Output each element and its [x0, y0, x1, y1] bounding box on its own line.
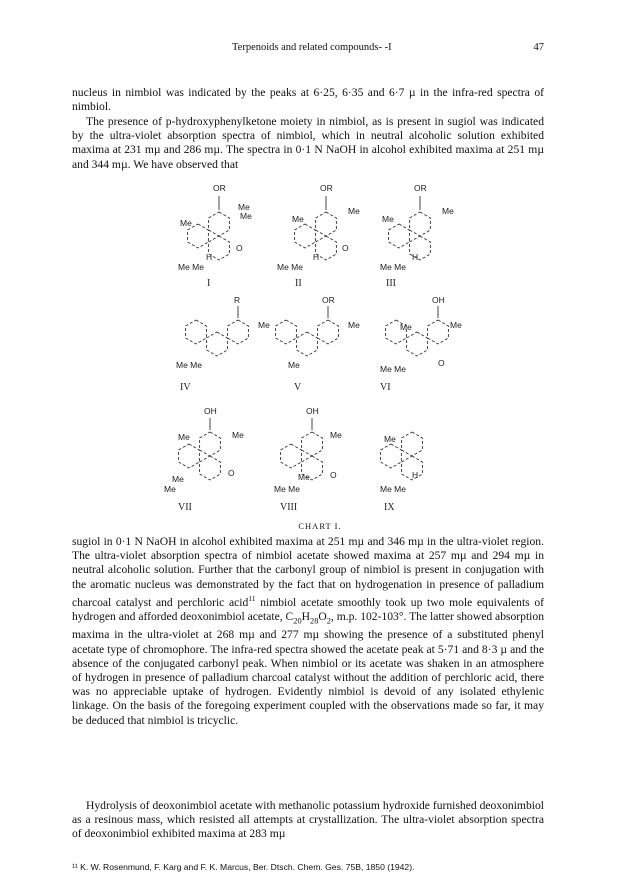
- structure-IV: [186, 306, 249, 356]
- label-s2-o: O: [342, 243, 349, 253]
- label-s1-memb: Me Me: [178, 262, 204, 272]
- paragraph-2: The presence of p-hydroxyphenylketone moiety in nimbiol, as is present in sugiol was indicated by the ultra-violet absorption spectra of nimbiol, which in neutral alcoholic solution exhibited maxima at 231 mµ and 286 mµ. The spectra in 0·1 N NaOH in alcohol exhibited maxima at 251 mµ and 344 mµ. We have observed that: [72, 115, 544, 171]
- label-s3-h: H: [412, 252, 419, 262]
- roman-IV: IV: [180, 382, 191, 393]
- label-s6-memb: Me Me: [380, 364, 406, 374]
- structure-VI: [386, 306, 449, 356]
- label-s1-o: O: [236, 243, 243, 253]
- label-s9-memb: Me Me: [380, 484, 406, 494]
- roman-IX: IX: [384, 502, 395, 513]
- label-s5-me: Me: [348, 320, 360, 330]
- label-s2-h: H: [313, 252, 320, 262]
- label-s4-me: Me: [258, 320, 270, 330]
- label-s8-me: Me: [330, 430, 342, 440]
- label-s6-top: OH: [432, 295, 445, 305]
- label-s7-top: OH: [204, 406, 217, 416]
- label-s2-me-left: Me: [292, 214, 304, 224]
- label-s7-o: O: [228, 468, 235, 478]
- label-s2-top: OR: [320, 183, 333, 193]
- label-s6-me: Me: [450, 320, 462, 330]
- paragraph-3-part-a: sugiol in 0·1 N NaOH in alcohol exhibited maxima at 251 mµ and 346 mµ in the ultra-violet region. The ultra-violet absorption spectra of nimbiol acetate showed maxima at 257 mµ and 294 mµ in neutral alcoholic solution. Further that the carbonyl group of nimbiol is present in conjugation with the aromatic nucleus was demonstrated by the fact that on hydrogenation in presence of palladium charcoal catalyst and perchloric acid: [72, 535, 544, 609]
- page-number: 47: [533, 42, 544, 53]
- roman-III: III: [386, 278, 396, 289]
- label-s8-top: OH: [306, 406, 319, 416]
- formula-o-count: 2: [326, 616, 331, 626]
- chart-caption: CHART I.: [298, 521, 342, 531]
- label-s3-memb: Me Me: [380, 262, 406, 272]
- paragraph-4: Hydrolysis of deoxonimbiol acetate with methanolic potassium hydroxide furnished deoxonimbiol as a resinous mass, which resisted all attempts at crystallization. The ultra-violet absorption spectra of deoxonimbiol exhibited maxima at 283 mµ: [72, 799, 544, 841]
- label-s1-h: H: [206, 252, 213, 262]
- reference-mark: 11: [248, 593, 256, 603]
- structure-II: [295, 196, 337, 260]
- running-header: [72, 42, 544, 58]
- formula-c-count: 20: [293, 616, 302, 626]
- label-s7-me4: Me: [164, 484, 176, 494]
- structure-VII: [179, 418, 221, 480]
- running-title: Terpenoids and related compounds- -I: [232, 42, 392, 53]
- structure-V: [276, 306, 339, 356]
- structure-VIII: [281, 418, 323, 480]
- label-s7-me2: Me: [232, 430, 244, 440]
- formula-o-label: O: [318, 609, 327, 623]
- formula-h-count: 28: [310, 616, 319, 626]
- label-s2-memb: Me Me: [277, 262, 303, 272]
- label-s1-me1: Me: [238, 202, 250, 212]
- roman-VI: VI: [380, 382, 391, 393]
- paragraph-3-part-c: , m.p. 102-103°. The latter showed absorption maxima in the ultra-violet at 268 mµ and 277 mµ showing the presence of a substituted phenyl acetate type of chromophore. The infra-red spectra showed the acetate peak at 5·71 and 8·3 µ and the absence of the conjugated carbonyl peak. When nimbiol or its acetate was shaken in an atmosphere of hydrogen in presence of palladium charcoal catalyst without the addition of perchloric acid, there was no appreciable uptake of hydrogen. Evidently nimbiol is devoid of any isolated ethylenic linkage. On the basis of the foregoing experiment coupled with the observations made so far, it may be deduced that nimbiol is tricyclic.: [72, 609, 544, 727]
- structure-I: [188, 196, 230, 260]
- label-s8-me2: Me: [298, 472, 310, 482]
- roman-VIII: VIII: [280, 502, 298, 513]
- paragraph-3: [72, 535, 544, 728]
- label-s7-me3: Me: [172, 474, 184, 484]
- label-s8-memb: Me Me: [274, 484, 300, 494]
- label-s1-top: OR: [213, 183, 226, 193]
- label-s8-o: O: [330, 470, 337, 480]
- roman-I: I: [207, 278, 211, 289]
- structures-drawing: [150, 180, 490, 522]
- paragraph-3-part-b: nimbiol acetate smoothly took up two mole equivalents of hydrogen and afforded deoxonimbiol acetate, C: [72, 595, 544, 623]
- label-s6-o: O: [438, 358, 445, 368]
- label-s7-me1: Me: [178, 432, 190, 442]
- chemical-structures-chart: [150, 180, 490, 522]
- label-s5-top: OR: [322, 295, 335, 305]
- label-s4-top: R: [234, 295, 241, 305]
- label-s9-me: Me: [384, 434, 396, 444]
- paragraph-1: nucleus in nimbiol was indicated by the peaks at 6·25, 6·35 and 6·7 µ in the infra-red spectra of nimbiol.: [72, 86, 544, 114]
- label-s1-me2: Me: [240, 211, 252, 221]
- label-s9-h: H: [412, 470, 419, 480]
- roman-V: V: [294, 382, 302, 393]
- label-s1-me-left: Me: [180, 218, 192, 228]
- label-s3-me1: Me: [442, 206, 454, 216]
- label-s5-mebot: Me: [288, 360, 300, 370]
- formula-h-label: H: [301, 609, 311, 623]
- footnote: ¹¹ K. W. Rosenmund, F. Karg and F. K. Marcus, Ber. Dtsch. Chem. Ges. 75B, 1850 (1942).: [72, 862, 415, 872]
- label-s3-me-left: Me: [382, 214, 394, 224]
- label-s2-me1: Me: [348, 206, 360, 216]
- structure-III: [389, 196, 431, 260]
- label-s6-me-left: Me: [400, 322, 412, 332]
- roman-VII: VII: [178, 502, 192, 513]
- roman-II: II: [295, 278, 302, 289]
- label-s3-top: OR: [414, 183, 427, 193]
- label-s4-memb: Me Me: [176, 360, 202, 370]
